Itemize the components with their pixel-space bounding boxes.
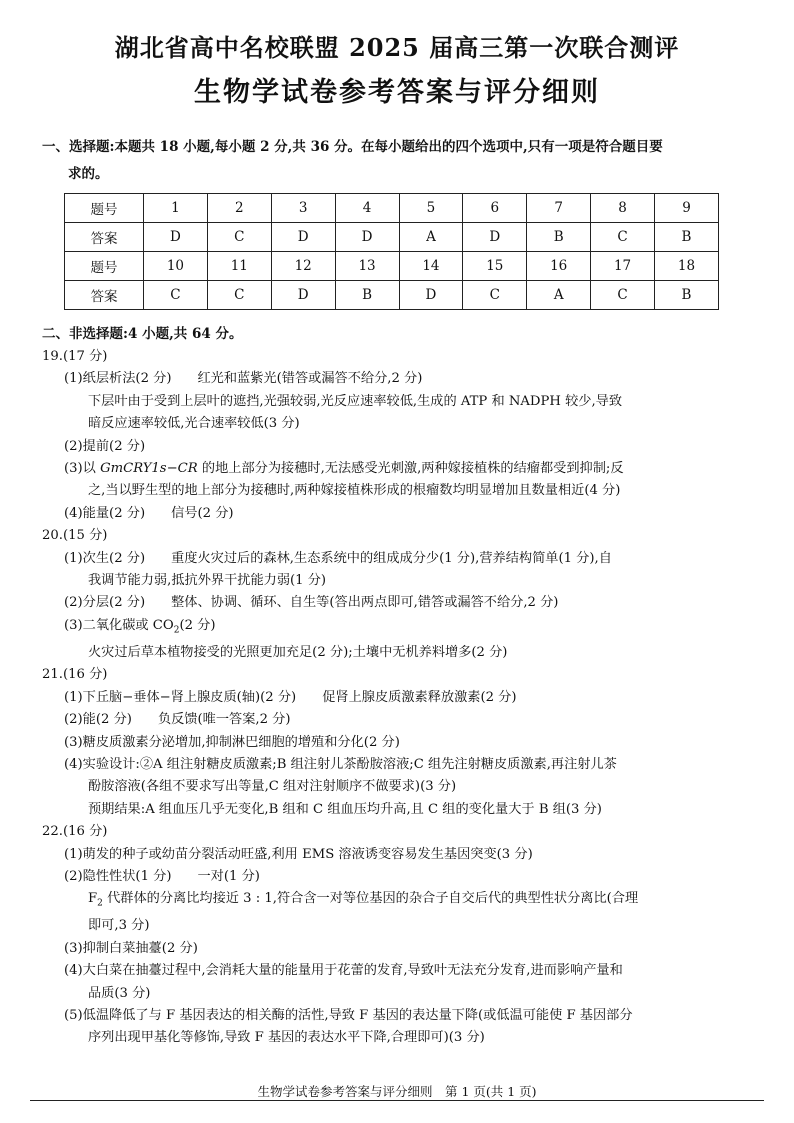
q20-part1-answer: (1)次生(2 分) [64, 550, 146, 566]
table-header-cell: 答案 [65, 223, 144, 252]
q20-line [42, 592, 732, 614]
table-cell: D [399, 281, 463, 310]
table-header-cell: 题号 [65, 252, 144, 281]
gene-name-suffix: CR [177, 461, 198, 477]
table-row [65, 252, 719, 281]
table-cell: 14 [399, 252, 463, 281]
table-cell: A [399, 223, 463, 252]
table-cell: 1 [144, 194, 208, 223]
table-row [65, 223, 719, 252]
f2-label: F [88, 891, 98, 907]
q19-part1-answer: (1)纸层析法(2 分) [64, 371, 172, 387]
table-cell: D [144, 223, 208, 252]
dash: − [166, 461, 178, 477]
q22-line: 即可,3 分) [88, 918, 150, 934]
q21-heading: 21.(16 分) [42, 667, 108, 683]
page-footer: 生物学试卷参考答案与评分细则 第 1 页(共 1 页) [257, 1084, 537, 1099]
table-cell: 9 [655, 194, 719, 223]
table-cell: B [527, 223, 591, 252]
table-cell: 8 [591, 194, 655, 223]
q19-line: (2)提前(2 分) [64, 438, 146, 454]
table-cell: 16 [527, 252, 591, 281]
section1-intro-line1: 一、选择题:本题共 18 小题,每小题 2 分,共 36 分。在每小题给出的四个选项中,只有一项是符合题目要 [42, 139, 663, 155]
q21-line [42, 709, 732, 731]
section2-heading: 二、非选择题:4 小题,共 64 分。 [42, 326, 243, 342]
table-cell: 3 [271, 194, 335, 223]
q19-part4-answer: (4)能量(2 分) [64, 505, 146, 521]
q20-part2-answer-b: 整体、协调、循环、自生等(答出两点即可,错答或漏答不给分,2 分) [171, 595, 559, 611]
table-header-cell: 题号 [65, 194, 144, 223]
table-cell: 4 [335, 194, 399, 223]
q21-line: 预期结果:A 组血压几乎无变化,B 组和 C 组血压均升高,且 C 组的变化量大于 B 组(3 分) [88, 801, 602, 817]
table-cell: 13 [335, 252, 399, 281]
q19-heading: 19.(17 分) [42, 349, 108, 364]
q19-line: 暗反应速率较低,光合速率较低(3 分) [88, 416, 300, 432]
q20-line: 我调节能力弱,抵抗外界干扰能力弱(1 分) [88, 573, 327, 589]
table-header-cell: 答案 [65, 281, 144, 310]
table-row [65, 194, 719, 223]
q19-part3-text: 的地上部分为接穗时,无法感受光刺激,两种嫁接植株的结瘤都受到抑制;反 [197, 461, 624, 477]
q22-line-text: 代群体的分离比均接近 3 : 1,符合含一对等位基因的杂合子自交后代的典型性状分离比(合理 [102, 891, 639, 907]
q19-line [42, 458, 732, 480]
table-row [65, 281, 719, 310]
q21-part2-answer-b: 负反馈(唯一答案,2 分) [157, 712, 291, 728]
table-cell: 12 [271, 252, 335, 281]
table-cell: D [271, 281, 335, 310]
subscript: 2 [97, 899, 103, 910]
q21-part1-answer: (1)下丘脑−垂体−肾上腺皮质(轴)(2 分) [64, 689, 297, 705]
table-cell: C [463, 281, 527, 310]
table-cell: 7 [527, 194, 591, 223]
q21-part1-answer-b: 促肾上腺皮质激素释放激素(2 分) [322, 689, 517, 705]
q19-part3-prefix: (3)以 [64, 461, 101, 477]
q22-line: (1)萌发的种子或幼苗分裂活动旺盛,利用 EMS 溶液诱变容易发生基因突变(3 分) [64, 846, 533, 862]
table-cell: B [335, 281, 399, 310]
q21-part2-answer: (2)能(2 分) [64, 712, 132, 728]
table-cell: 15 [463, 252, 527, 281]
table-cell: 2 [207, 194, 271, 223]
section1-intro-line2: 求的。 [68, 166, 109, 182]
table-cell: C [144, 281, 208, 310]
gene-name: GmCRY1s [100, 461, 167, 477]
table-cell: 6 [463, 194, 527, 223]
q20-line: 火灾过后草本植物接受的光照更加充足(2 分);土壤中无机养料增多(2 分) [88, 644, 508, 660]
section1-instructions [42, 134, 742, 188]
section2-content [42, 346, 732, 1050]
q20-line [42, 548, 732, 570]
table-cell: 18 [655, 252, 719, 281]
footer-divider [30, 1100, 764, 1101]
q22-line: 品质(3 分) [88, 985, 151, 1001]
table-cell: C [207, 223, 271, 252]
q19-part4-answer-b: 信号(2 分) [171, 505, 234, 521]
q22-line: (4)大白菜在抽薹过程中,会消耗大量的能量用于花蕾的发育,导致叶无法充分发育,进而影响产量和 [64, 963, 623, 979]
document-title: 湖北省高中名校联盟 2025 届高三第一次联合测评 [114, 33, 680, 62]
q20-part2-answer: (2)分层(2 分) [64, 595, 146, 611]
q19-part1-answer-b: 红光和蓝紫光(错答或漏答不给分,2 分) [197, 371, 423, 387]
q21-line [42, 687, 732, 709]
table-cell: 17 [591, 252, 655, 281]
table-cell: C [591, 281, 655, 310]
q20-line [42, 615, 732, 642]
q22-part2-answer-b: 一对(1 分) [197, 868, 260, 884]
q21-line: (3)糖皮质激素分泌增加,抑制淋巴细胞的增殖和分化(2 分) [64, 734, 400, 750]
q19-line [42, 368, 732, 390]
table-cell: C [207, 281, 271, 310]
subscript: 2 [173, 625, 180, 636]
table-cell: B [655, 281, 719, 310]
table-cell: D [335, 223, 399, 252]
q19-line [42, 503, 732, 525]
q22-line: (3)抑制白菜抽薹(2 分) [64, 940, 198, 956]
q22-part2-answer: (2)隐性性状(1 分) [64, 868, 172, 884]
q20-part3-answer: (3)二氧化碳或 CO [64, 617, 174, 633]
q22-heading: 22.(16 分) [42, 824, 108, 840]
q20-heading: 20.(15 分) [42, 528, 108, 544]
table-cell: D [463, 223, 527, 252]
table-cell: A [527, 281, 591, 310]
table-cell: 11 [207, 252, 271, 281]
q21-line: 酚胺溶液(各组不要求写出等量,C 组对注射顺序不做要求)(3 分) [88, 779, 457, 795]
q20-part1-answer-b: 重度火灾过后的森林,生态系统中的组成成分少(1 分),营养结构简单(1 分),自 [171, 550, 612, 566]
q21-line: (4)实验设计:②A 组注射糖皮质激素;B 组注射儿茶酚胺溶液;C 组先注射糖皮质激素,再注射儿茶 [64, 756, 617, 772]
table-cell: 5 [399, 194, 463, 223]
q22-line: 序列出现甲基化等修饰,导致 F 基因的表达水平下降,合理即可)(3 分) [88, 1030, 485, 1046]
table-cell: C [591, 223, 655, 252]
q22-line [42, 888, 732, 915]
q22-line: (5)低温降低了与 F 基因表达的相关酶的活性,导致 F 基因的表达量下降(或低温可能使 F 基因部分 [64, 1008, 633, 1024]
table-cell: 10 [144, 252, 208, 281]
q20-part3-score: (2 分) [179, 617, 216, 633]
table-cell: D [271, 223, 335, 252]
table-cell: B [655, 223, 719, 252]
document-subtitle: 生物学试卷参考答案与评分细则 [194, 77, 600, 108]
answer-table [64, 193, 719, 310]
q22-line [42, 866, 732, 888]
q19-line: 下层叶由于受到上层叶的遮挡,光强较弱,光反应速率较低,生成的 ATP 和 NADPH 较少,导致 [88, 393, 623, 409]
q19-line: 之,当以野生型的地上部分为接穗时,两种嫁接植株形成的根瘤数均明显增加且数量相近(4 分) [88, 483, 621, 499]
